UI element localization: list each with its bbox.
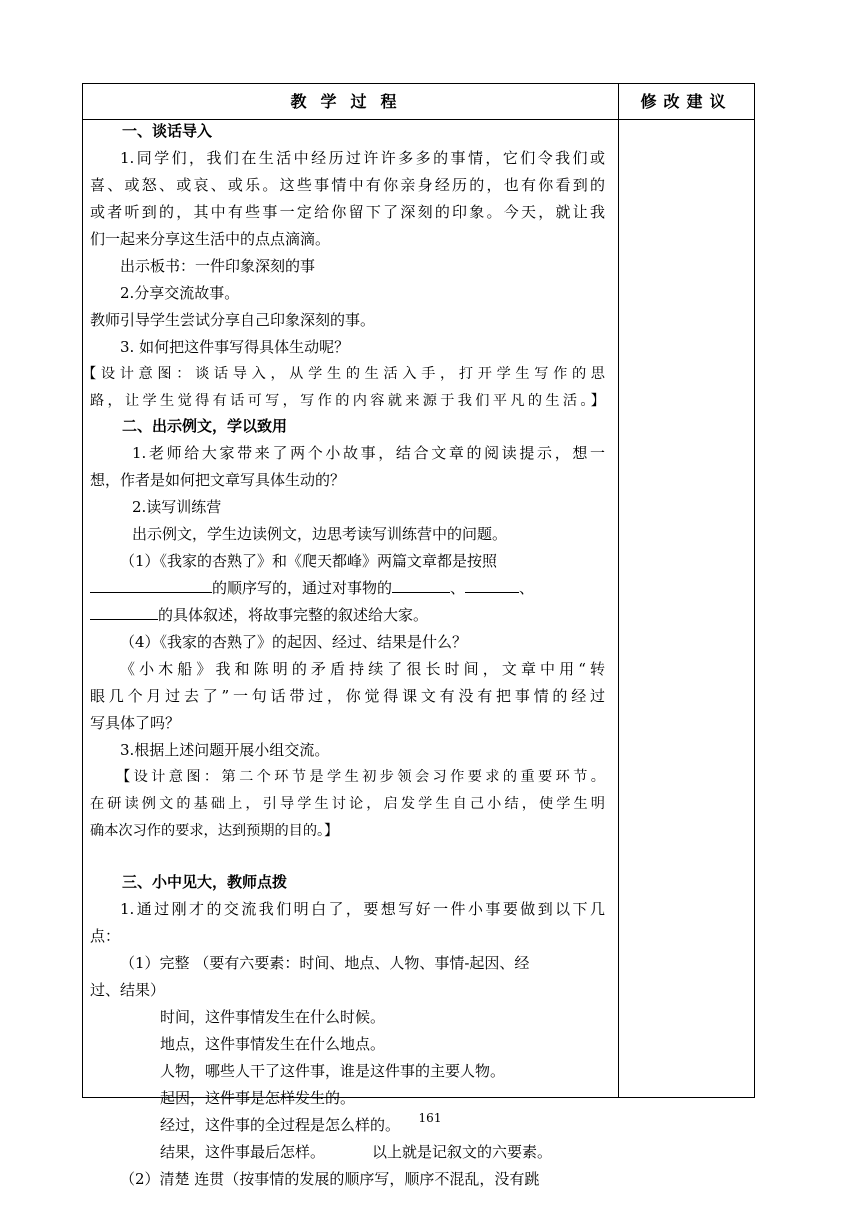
s2-question-1-sep: 、: [450, 579, 466, 597]
s1-item-2-detail: 教师引导学生尝试分享自己印象深刻的事。: [90, 311, 376, 329]
page-number: 161: [418, 1111, 442, 1125]
s1-paragraph-line: 1.同学们，我们在生活中经历过许许多多的事情，它们令我们或: [120, 149, 605, 167]
s2-design-note-line: 【设计意图：第二个环节是学生初步领会习作要求的重要环节。: [116, 769, 605, 785]
s2-question-1-text: 的顺序写的，通过对事物的: [212, 579, 393, 597]
s2-question-5-line: 写具体了吗？: [90, 714, 181, 732]
s2-question-1-line: [90, 604, 428, 625]
revision-suggestions-header: 修改建议: [640, 92, 733, 111]
s1-item-3: 3. 如何把这件事写得具体生动呢？: [120, 338, 350, 356]
s2-paragraph-line: 想，作者是如何把文章写具体生动的？: [90, 471, 346, 489]
s2-design-note-line: 在研读例文的基础上，引导学生讨论，启发学生自己小结，使学生明: [90, 796, 605, 812]
s3-element-result: 结果，这件事最后怎样。: [160, 1143, 326, 1161]
s1-paragraph-line: 喜、或怒、或哀、或乐。这些事情中有你亲身经历的，也有你看到的: [90, 176, 605, 194]
s1-paragraph-line: 或者听到的，其中有些事一定给你留下了深刻的印象。今天，就让我: [90, 203, 605, 221]
s3-element-process: 经过，这件事的全过程是怎么样的。: [160, 1116, 401, 1134]
s2-question-1-line: [90, 577, 534, 598]
fill-blank: [90, 580, 212, 593]
s3-item-1-line: 过、结果）: [90, 981, 166, 999]
s3-paragraph-line: 1.通过刚才的交流我们明白了，要想写好一件小事要做到以下几: [120, 900, 605, 918]
s2-question-1-sep: 、: [519, 579, 535, 597]
teaching-process-header: 教学过程: [290, 92, 411, 111]
fill-blank: [392, 580, 450, 593]
s2-question-5-line: 眼几个月过去了”一句话带过，你觉得课文有没有把事情的经过: [90, 687, 605, 705]
s3-element-person: 人物，哪些人干了这件事，谁是这件事的主要人物。: [160, 1062, 506, 1080]
s3-element-place: 地点，这件事情发生在什么地点。: [160, 1035, 386, 1053]
s1-board-line: 出示板书：一件印象深刻的事: [120, 257, 316, 275]
table-header-row: [83, 84, 754, 120]
s3-summary: 以上就是记叙文的六要素。: [372, 1143, 553, 1161]
s2-question-1-line: （1）《我家的杏熟了》和《爬天都峰》两篇文章都是按照: [120, 552, 498, 570]
section-1-title: 一、谈话导入: [122, 122, 213, 140]
s2-question-1-text: 的具体叙述，将故事完整的叙述给大家。: [158, 606, 429, 624]
s2-item-2-detail: 出示例文，学生边读例文，边思考读写训练营中的问题。: [132, 525, 508, 543]
s1-item-2: 2.分享交流故事。: [120, 284, 240, 302]
s1-design-note-line: 路，让学生觉得有话可写，写作的内容就来源于我们平凡的生活。】: [90, 393, 605, 409]
s2-item-3: 3.根据上述问题开展小组交流。: [120, 741, 330, 759]
fill-blank: [465, 580, 519, 593]
s2-paragraph-line: 1.老师给大家带来了两个小故事，结合文章的阅读提示，想一: [132, 444, 605, 462]
s3-element-cause: 起因，这件事是怎样发生的。: [160, 1089, 356, 1107]
s2-item-2: 2.读写训练营: [132, 498, 222, 516]
s3-item-1-line: （1）完整 （要有六要素：时间、地点、人物、事情-起因、经: [120, 954, 530, 972]
section-2-title: 二、出示例文，学以致用: [122, 417, 288, 435]
s2-question-4: （4）《我家的杏熟了》的起因、经过、结果是什么？: [120, 633, 468, 651]
s3-element-time: 时间，这件事情发生在什么时候。: [160, 1008, 386, 1026]
s1-design-note-line: 【设计意图：谈话导入，从学生的生活入手，打开学生写作的思: [82, 366, 605, 382]
s2-design-note-line: 确本次习作的要求，达到预期的目的。】: [90, 823, 339, 839]
s1-paragraph-line: 们一起来分享这生活中的点点滴滴。: [90, 230, 331, 248]
column-divider: [618, 84, 619, 1097]
section-3-title: 三、小中见大，教师点拨: [122, 873, 288, 891]
fill-blank: [90, 607, 158, 620]
s2-question-5-line: 《小木船》我和陈明的矛盾持续了很长时间，文章中用“转: [120, 660, 605, 678]
s3-paragraph-line: 点：: [90, 927, 121, 945]
s3-item-2-line: （2）清楚 连贯（按事情的发展的顺序写，顺序不混乱，没有跳: [120, 1170, 540, 1188]
